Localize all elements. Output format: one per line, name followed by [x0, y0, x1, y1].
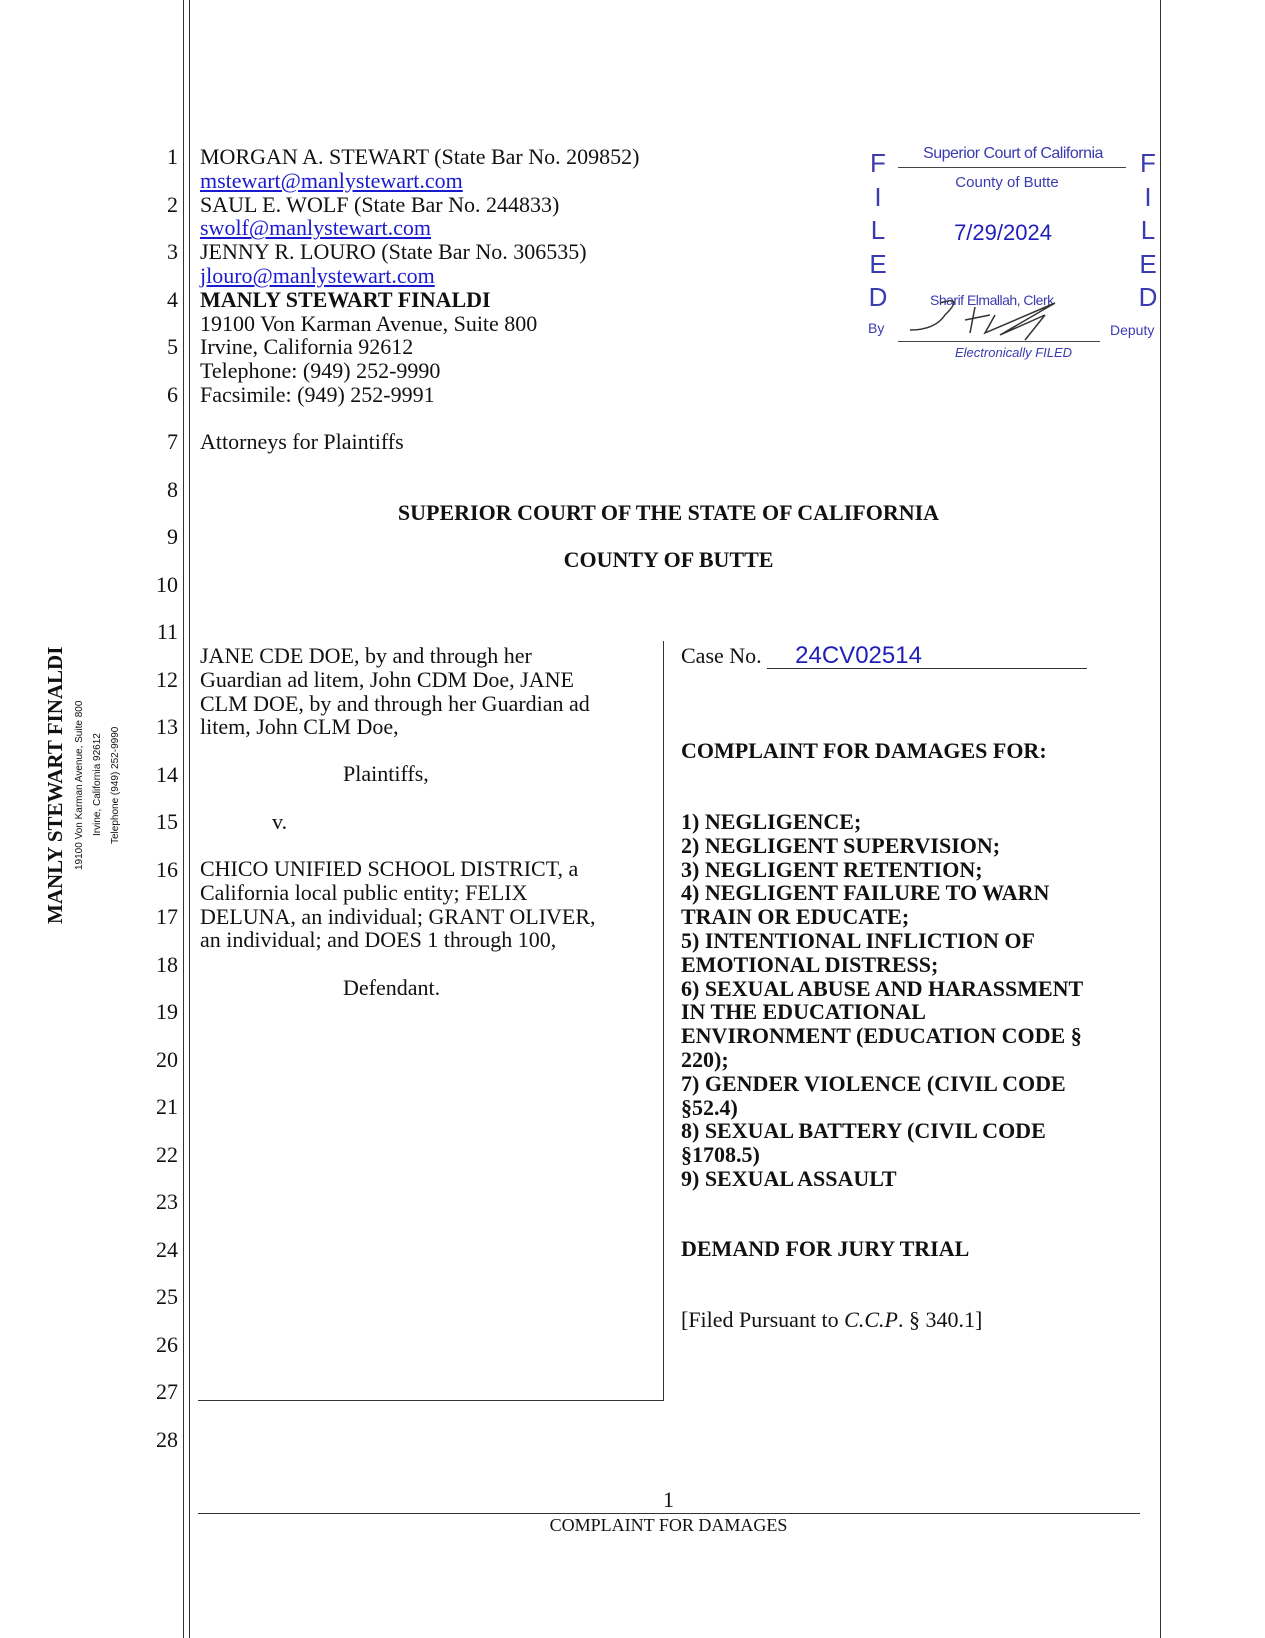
- sidebar-phone: Telephone (949) 252-9990: [110, 726, 121, 844]
- stamp-rule: [898, 167, 1126, 168]
- cause-of-action: 7) GENDER VIOLENCE (CIVIL CODE: [681, 1070, 1066, 1096]
- line-number: 16: [156, 856, 178, 882]
- court-name: SUPERIOR COURT OF THE STATE OF CALIFORNIA: [397, 500, 940, 525]
- caption-bottom-rule: [198, 1400, 664, 1401]
- stamp-court: Superior Court of California: [923, 145, 1103, 162]
- line-number: 25: [156, 1284, 178, 1309]
- header-text: 19100 Von Karman Avenue, Suite 800: [200, 310, 538, 336]
- header-line: [200, 288, 639, 312]
- stamp-date: 7/29/2024: [954, 220, 1052, 245]
- header-line: [200, 216, 639, 240]
- line-number: 15: [156, 809, 178, 834]
- filed-pursuant: [681, 1308, 982, 1332]
- line-number: 22: [156, 1141, 178, 1167]
- line-number: 18: [156, 951, 178, 977]
- margin-line-left-1: [183, 0, 184, 1638]
- line-number: 8: [167, 476, 178, 502]
- cause-of-action: 2) NEGLIGENT SUPERVISION;: [681, 832, 1001, 858]
- stamp-letter: I: [874, 181, 882, 212]
- line-number: 13: [156, 714, 178, 739]
- header-line: [200, 359, 639, 383]
- line-number: 11: [156, 619, 178, 644]
- sidebar-address: 19100 Von Karman Avenue, Suite 800: [74, 700, 85, 870]
- defendants-line: DELUNA, an individual; GRANT OLIVER,: [200, 903, 596, 929]
- header-text: Irvine, California 92612: [200, 334, 414, 360]
- stamp-electronic: Electronically FILED: [955, 345, 1073, 360]
- plaintiffs-line: CLM DOE, by and through her Guardian ad: [200, 690, 590, 716]
- header-line: [200, 240, 639, 264]
- line-number: 2: [167, 191, 178, 217]
- line-number: 28: [156, 1426, 178, 1452]
- defendants-line: CHICO UNIFIED SCHOOL DISTRICT, a: [200, 856, 579, 881]
- page-number: 1: [663, 1487, 674, 1512]
- sidebar-city: Irvine, California 92612: [92, 733, 103, 837]
- cause-of-action: §52.4): [681, 1094, 738, 1120]
- jury-demand: DEMAND FOR JURY TRIAL: [681, 1236, 970, 1261]
- defendants-block: [200, 857, 596, 952]
- header-line: [200, 383, 639, 407]
- line-number: 9: [167, 524, 178, 549]
- case-no-value: 24CV02514: [767, 644, 1087, 669]
- defendants-line: California local public entity; FELIX: [200, 879, 528, 905]
- stamp-by: By: [868, 320, 885, 336]
- line-number: 26: [156, 1331, 178, 1357]
- line-number: 21: [156, 1094, 178, 1119]
- header-line: [200, 193, 639, 217]
- line-number: 19: [156, 999, 178, 1024]
- stamp-deputy: Deputy: [1110, 322, 1155, 338]
- header-line: [200, 264, 639, 288]
- header-text: MANLY STEWART FINALDI: [200, 286, 491, 312]
- filed-post: . § 340.1]: [897, 1307, 983, 1332]
- header-text: Facsimile: (949) 252-9991: [200, 381, 435, 407]
- court-county: COUNTY OF BUTTE: [563, 547, 774, 572]
- line-number: 14: [156, 761, 178, 787]
- defendant-label: Defendant.: [343, 975, 441, 1000]
- cause-of-action: §1708.5): [681, 1142, 760, 1168]
- line-number: 27: [156, 1379, 178, 1404]
- cause-of-action: 220);: [681, 1046, 729, 1072]
- line-number: 4: [167, 286, 178, 312]
- case-number: [681, 644, 1087, 669]
- header-text: MORGAN A. STEWART (State Bar No. 209852): [200, 144, 640, 169]
- stamp-rule-2: [898, 341, 1100, 342]
- stamp-letter: E: [1139, 248, 1157, 279]
- cause-of-action: TRAIN OR EDUCATE;: [681, 904, 910, 930]
- defendants-line: an individual; and DOES 1 through 100,: [200, 927, 557, 953]
- header-line: [200, 145, 639, 169]
- cause-of-action: 5) INTENTIONAL INFLICTION OF: [681, 927, 1035, 953]
- email-link[interactable]: mstewart@manlystewart.com: [200, 167, 463, 193]
- stamp-letter: L: [1140, 215, 1156, 245]
- line-number: 24: [156, 1236, 178, 1262]
- plaintiffs-label: Plaintiffs,: [343, 761, 429, 786]
- stamp-letter: L: [870, 215, 886, 245]
- margin-line-left-2: [189, 0, 190, 1638]
- header-text: JENNY R. LOURO (State Bar No. 306535): [200, 239, 587, 265]
- plaintiffs-line: litem, John CLM Doe,: [200, 714, 399, 740]
- stamp-letter: D: [1138, 282, 1158, 312]
- line-number: 10: [156, 571, 178, 597]
- attorney-header: [200, 145, 639, 407]
- caption-divider: [663, 641, 664, 1401]
- header-line: [200, 169, 639, 193]
- header-text: SAUL E. WOLF (State Bar No. 244833): [200, 191, 560, 217]
- stamp-letter: E: [869, 248, 887, 279]
- complaint-title: COMPLAINT FOR DAMAGES FOR:: [681, 738, 1047, 763]
- cause-of-action: 9) SEXUAL ASSAULT: [681, 1165, 897, 1191]
- signature-icon: [905, 295, 1075, 345]
- header-line: [200, 335, 639, 359]
- stamp-letter: F: [870, 148, 886, 178]
- cause-of-action: 1) NEGLIGENCE;: [681, 809, 862, 834]
- cause-of-action: EMOTIONAL DISTRESS;: [681, 951, 939, 977]
- cause-of-action: 8) SEXUAL BATTERY (CIVIL CODE: [681, 1118, 1046, 1144]
- sidebar-firm-name: MANLY STEWART FINALDI: [43, 646, 67, 924]
- cause-of-action: 3) NEGLIGENT RETENTION;: [681, 856, 983, 882]
- cause-of-action: IN THE EDUCATIONAL: [681, 999, 926, 1025]
- line-number: 12: [156, 666, 178, 692]
- stamp-letter: F: [1140, 148, 1156, 178]
- stamp-clerk: Sharif Elmallah, Clerk: [930, 292, 1054, 308]
- cause-of-action: ENVIRONMENT (EDUCATION CODE §: [681, 1023, 1082, 1049]
- cause-of-action: 6) SEXUAL ABUSE AND HARASSMENT: [681, 975, 1084, 1001]
- email-link[interactable]: swolf@manlystewart.com: [200, 215, 432, 241]
- line-number: 17: [156, 904, 178, 929]
- line-number: 3: [167, 239, 178, 264]
- plaintiffs-block: [200, 644, 590, 739]
- line-number: 7: [167, 429, 178, 454]
- causes-of-action: [681, 810, 1083, 1191]
- plaintiffs-line: JANE CDE DOE, by and through her: [200, 643, 532, 668]
- header-line: [200, 312, 639, 336]
- attorneys-for: Attorneys for Plaintiffs: [200, 429, 404, 454]
- line-number: 1: [167, 144, 178, 169]
- stamp-county: County of Butte: [955, 174, 1059, 191]
- line-number: 23: [156, 1189, 178, 1214]
- line-number: 5: [167, 334, 178, 359]
- stamp-letter: D: [868, 282, 888, 312]
- plaintiffs-line: Guardian ad litem, John CDM Doe, JANE: [200, 666, 574, 692]
- filed-pre: [Filed Pursuant to: [681, 1307, 845, 1332]
- header-text: Telephone: (949) 252-9990: [200, 358, 441, 384]
- footer-title: COMPLAINT FOR DAMAGES: [549, 1515, 788, 1535]
- case-no-label: Case No.: [681, 643, 762, 668]
- line-number: 6: [167, 381, 178, 407]
- filed-italic: C.C.P: [844, 1307, 898, 1332]
- versus: v.: [272, 809, 288, 834]
- stamp-letter: I: [1144, 181, 1152, 212]
- margin-line-right: [1160, 0, 1161, 1638]
- email-link[interactable]: jlouro@manlystewart.com: [200, 262, 435, 288]
- cause-of-action: 4) NEGLIGENT FAILURE TO WARN: [681, 880, 1050, 906]
- line-number: 20: [156, 1046, 178, 1072]
